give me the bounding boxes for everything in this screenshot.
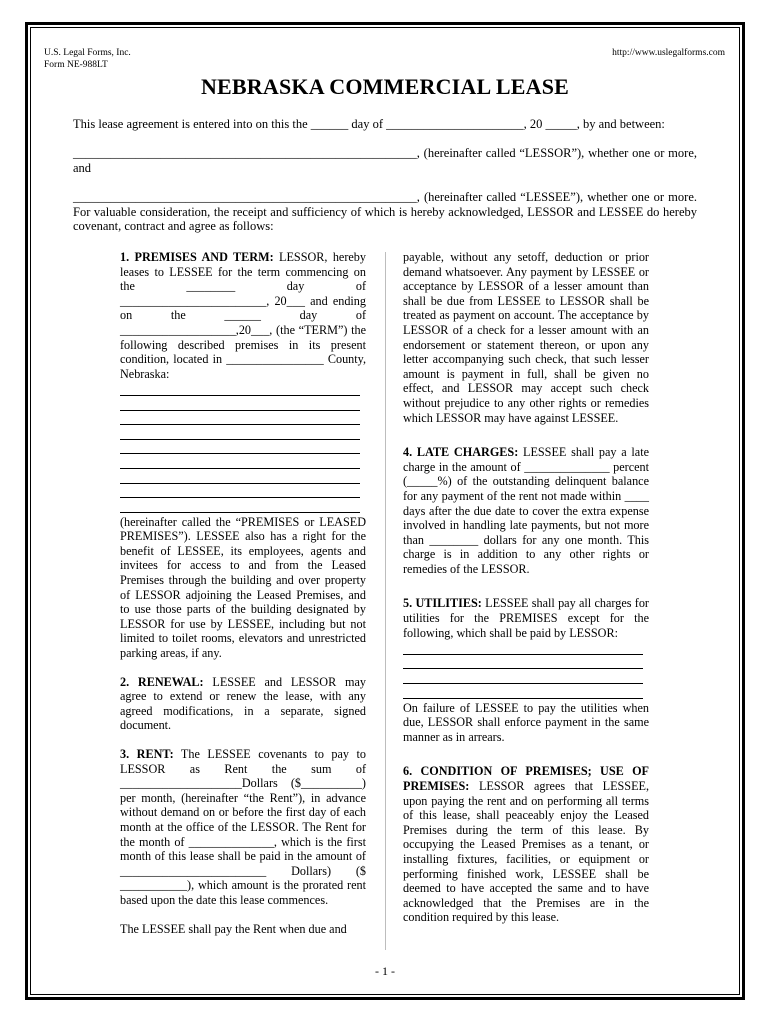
blank-line bbox=[120, 469, 360, 484]
intro-lessor: _______________________________________________________, (hereinafter called “LESSOR”), whether one or more, and bbox=[73, 146, 697, 175]
section-5 bbox=[403, 596, 649, 640]
section-6 bbox=[403, 764, 649, 925]
section-1-continued: (hereinafter called the “PREMISES or LEASED PREMISES”). LESSEE also has a right for the benefit of LESSEE, its employees, agents and invitees for access to and from the Leased Premises through the building and over property of LESSOR adjoining the Leased Premises, and to use those parts of the building designated by LESSOR for use by LESSEE, including but not limited to toilet rooms, elevators and unrestricted parking areas, if any. bbox=[120, 514, 366, 661]
intro-line-1: This lease agreement is entered into on this the ______ day of ______________________, 20 _____, by and between: bbox=[73, 117, 665, 131]
section-6-text: LESSOR agrees that LESSEE, upon paying the rent and on performing all terms of this lease, shall peaceably enjoy the Leased Premises during the term of this lease. By occupying the Leased Premises as a tenant, or installing fixtures, facilities, or equipment or performing finished work, LESSEE shall be deemed to have accepted the same and to have acknowledged that the Premises are in the condition required by this lease. bbox=[403, 779, 649, 925]
document-title: NEBRASKA COMMERCIAL LEASE bbox=[200, 74, 570, 99]
page-number: - 1 - bbox=[375, 964, 395, 978]
blank-line bbox=[120, 425, 360, 440]
section-2-text: LESSEE and LESSOR may agree to extend or renew the lease, with any agreed modifications, in a separate, signed document. bbox=[120, 674, 366, 733]
section-2 bbox=[120, 675, 366, 733]
blank-line bbox=[120, 498, 360, 513]
right-column bbox=[403, 250, 649, 925]
header-url[interactable]: http://www.uslegalforms.com bbox=[612, 48, 725, 58]
utilities-lines bbox=[403, 640, 649, 700]
header-company bbox=[44, 47, 131, 71]
section-5-heading: 5. UTILITIES: bbox=[403, 596, 482, 611]
section-3 bbox=[120, 747, 366, 908]
section-1 bbox=[120, 250, 366, 381]
blank-line bbox=[403, 640, 643, 655]
section-5-text: LESSEE shall pay all charges for utilities for the PREMISES except for the following, which shall be paid by LESSOR: bbox=[403, 596, 649, 640]
premises-description-lines bbox=[120, 381, 366, 514]
section-3-heading: 3. RENT: bbox=[120, 747, 174, 761]
section-1-text: LESSOR, hereby leases to LESSEE for the term commencing on the ________ day of ________________________, 20___ and ending on the ______ day of ___________________,20___, (the “TERM”) the following described premises in its present condition, located in ________________ County, Nebraska: bbox=[120, 250, 366, 381]
blank-line bbox=[120, 381, 360, 396]
section-2-heading: 2. RENEWAL: bbox=[120, 674, 204, 689]
blank-line bbox=[403, 655, 643, 670]
section-3-text: The LESSEE covenants to pay to LESSOR as Rent the sum of ____________________Dollars ($__________) per month, (hereinafter “the Rent”), in advance without demand on or before the first day of each month at the office of the LESSOR. The Rent for the month of ______________, which is the first month of this lease shall be paid in the amount of ________________________ Dollars) ($ ___________), which amount is the prorated rent based upon the date this lease commences. bbox=[120, 747, 366, 907]
blank-line bbox=[403, 684, 643, 699]
left-column bbox=[120, 250, 366, 936]
blank-line bbox=[120, 454, 360, 469]
section-3-continuation: payable, without any setoff, deduction or prior demand whatsoever. Any payment by LESSEE or acceptance by LESSOR of a lesser amount than shall be due from LESSEE to LESSOR shall be treated as payment on account. The acceptance by LESSOR of a check for a lesser amount with an endorsement or statement thereon, or upon any letter accompanying such check, that such lesser amount is payment in full, shall be given no effect, and LESSOR may accept such check without prejudice to any other rights or remedies which LESSOR may have against LESSEE. bbox=[403, 250, 649, 425]
blank-line bbox=[120, 484, 360, 499]
section-4-text: LESSEE shall pay a late charge in the amount of ______________ percent (_____%) of the outstanding delinquent balance for any payment of the rent not made within ____ days after the due date to cover the extra expense involved in handling late payments, but not more than ________ dollars for any one month. This charge is in addition to any other rights or remedies of the LESSOR. bbox=[403, 445, 649, 576]
section-4 bbox=[403, 445, 649, 576]
company-name: U.S. Legal Forms, Inc. bbox=[44, 48, 131, 58]
column-divider bbox=[385, 252, 386, 950]
blank-line bbox=[120, 440, 360, 455]
blank-line bbox=[120, 396, 360, 411]
blank-line bbox=[403, 669, 643, 684]
section-6-heading: 6. CONDITION OF PREMISES; USE OF PREMISES: bbox=[403, 764, 649, 793]
section-4-heading: 4. LATE CHARGES: bbox=[403, 445, 519, 460]
intro-lessee: _______________________________________________________, (hereinafter called “LESSEE”), whether one or more. For valuable consideration, the receipt and sufficiency of which is hereby acknowledged, LESSOR and LESSEE do hereby covenant, contract and agree as follows: bbox=[73, 190, 697, 233]
section-5-continued: On failure of LESSEE to pay the utilities when due, LESSOR shall enforce payment in the same manner as in arrears. bbox=[403, 700, 649, 744]
section-1-heading: 1. PREMISES AND TERM: bbox=[120, 250, 274, 264]
section-3-continued: The LESSEE shall pay the Rent when due and bbox=[120, 921, 347, 936]
blank-line bbox=[120, 411, 360, 426]
form-number: Form NE-988LT bbox=[44, 60, 108, 70]
